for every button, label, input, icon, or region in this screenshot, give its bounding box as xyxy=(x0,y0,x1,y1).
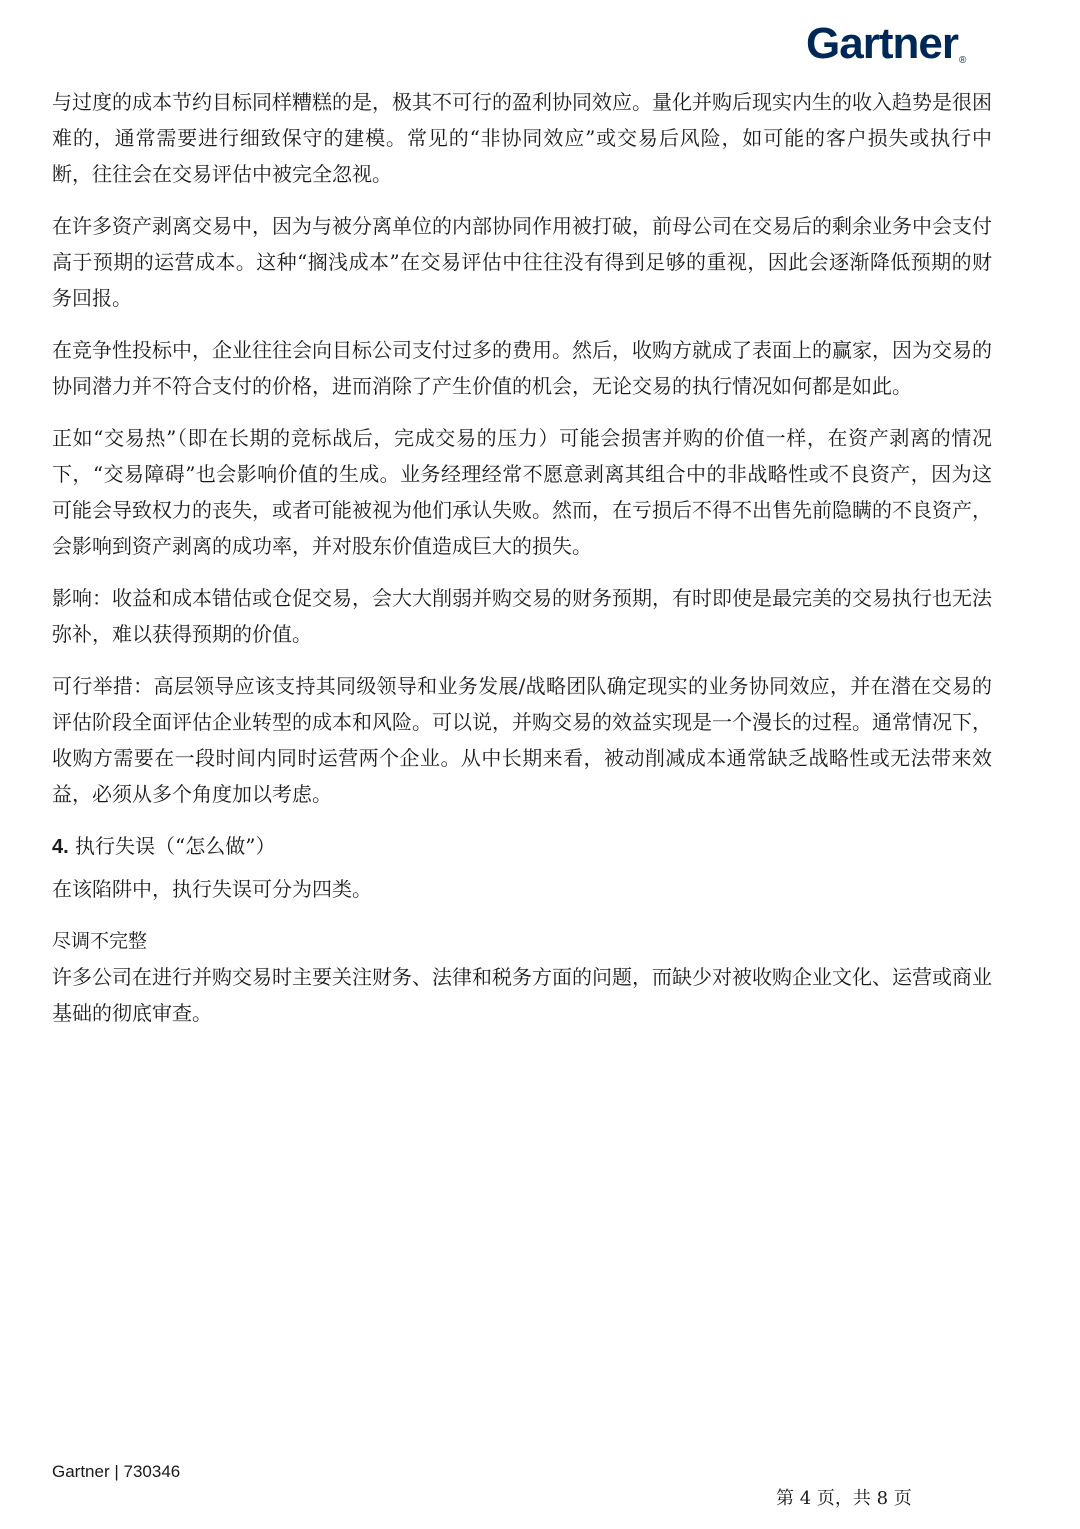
footer-doc-id: Gartner | 730346 xyxy=(52,1462,181,1481)
paragraph-impact: 影响：收益和成本错估或仓促交易，会大大削弱并购交易的财务预期，有时即使是最完美的交易执行也无法弥补，难以获得预期的价值。 xyxy=(52,586,992,646)
registered-mark: ® xyxy=(958,55,967,66)
paragraph-synergy: 与过度的成本节约目标同样糟糕的是，极其不可行的盈利协同效应。量化并购后现实内生的收入趋势是很困难的，通常需要进行细致保守的建模。常见的“非协同效应”或交易后风险，如可能的客户损失或执行中断，往往会在交易评估中被完全忽视。 xyxy=(52,90,992,186)
paragraph-actions: 可行举措：高层领导应该支持其同级领导和业务发展/战略团队确定现实的业务协同效应，并在潜在交易的评估阶段全面评估企业转型的成本和风险。可以说，并购交易的效益实现是一个漫长的过程。通常情况下，收购方需要在一段时间内同时运营两个企业。从中长期来看，被动削减成本通常缺乏战略性或无法带来效益，必须从多个角度加以考虑。 xyxy=(52,674,992,806)
section-heading xyxy=(52,828,992,865)
section-intro: 在该陷阱中，执行失误可分为四类。 xyxy=(52,877,372,901)
logo-text: Gartner xyxy=(806,19,958,68)
document-body xyxy=(52,84,992,1047)
subsection-body: 许多公司在进行并购交易时主要关注财务、法律和税务方面的问题，而缺少对被收购企业文化、运营或商业基础的彻底审查。 xyxy=(52,965,992,1025)
gartner-logo xyxy=(806,19,967,68)
paragraph-competitive-bidding: 在竞争性投标中，企业往往会向目标公司支付过多的费用。然后，收购方就成了表面上的赢家，因为交易的协同潜力并不符合支付的价格，进而消除了产生价值的机会，无论交易的执行情况如何都是如此。 xyxy=(52,338,992,398)
section-title: 执行失误（“怎么做”） xyxy=(75,834,276,858)
paragraph-deal-fever: 正如“交易热”（即在长期的竞标战后，完成交易的压力）可能会损害并购的价值一样，在资产剥离的情况下，“交易障碍”也会影响价值的生成。业务经理经常不愿意剥离其组合中的非战略性或不良资产，因为这可能会导致权力的丧失，或者可能被视为他们承认失败。然而，在亏损后不得不出售先前隐瞒的不良资产，会影响到资产剥离的成功率，并对股东价值造成巨大的损失。 xyxy=(52,426,992,558)
paragraph-stranded-costs: 在许多资产剥离交易中，因为与被分离单位的内部协同作用被打破，前母公司在交易后的剩余业务中会支付高于预期的运营成本。这种“搁浅成本”在交易评估中往往没有得到足够的重视，因此会逐渐降低预期的财务回报。 xyxy=(52,214,992,310)
section-number: 4. xyxy=(52,836,69,858)
footer-page-number: 第 4 页，共 8 页 xyxy=(776,1488,912,1509)
subsection-heading: 尽调不完整 xyxy=(52,930,148,952)
